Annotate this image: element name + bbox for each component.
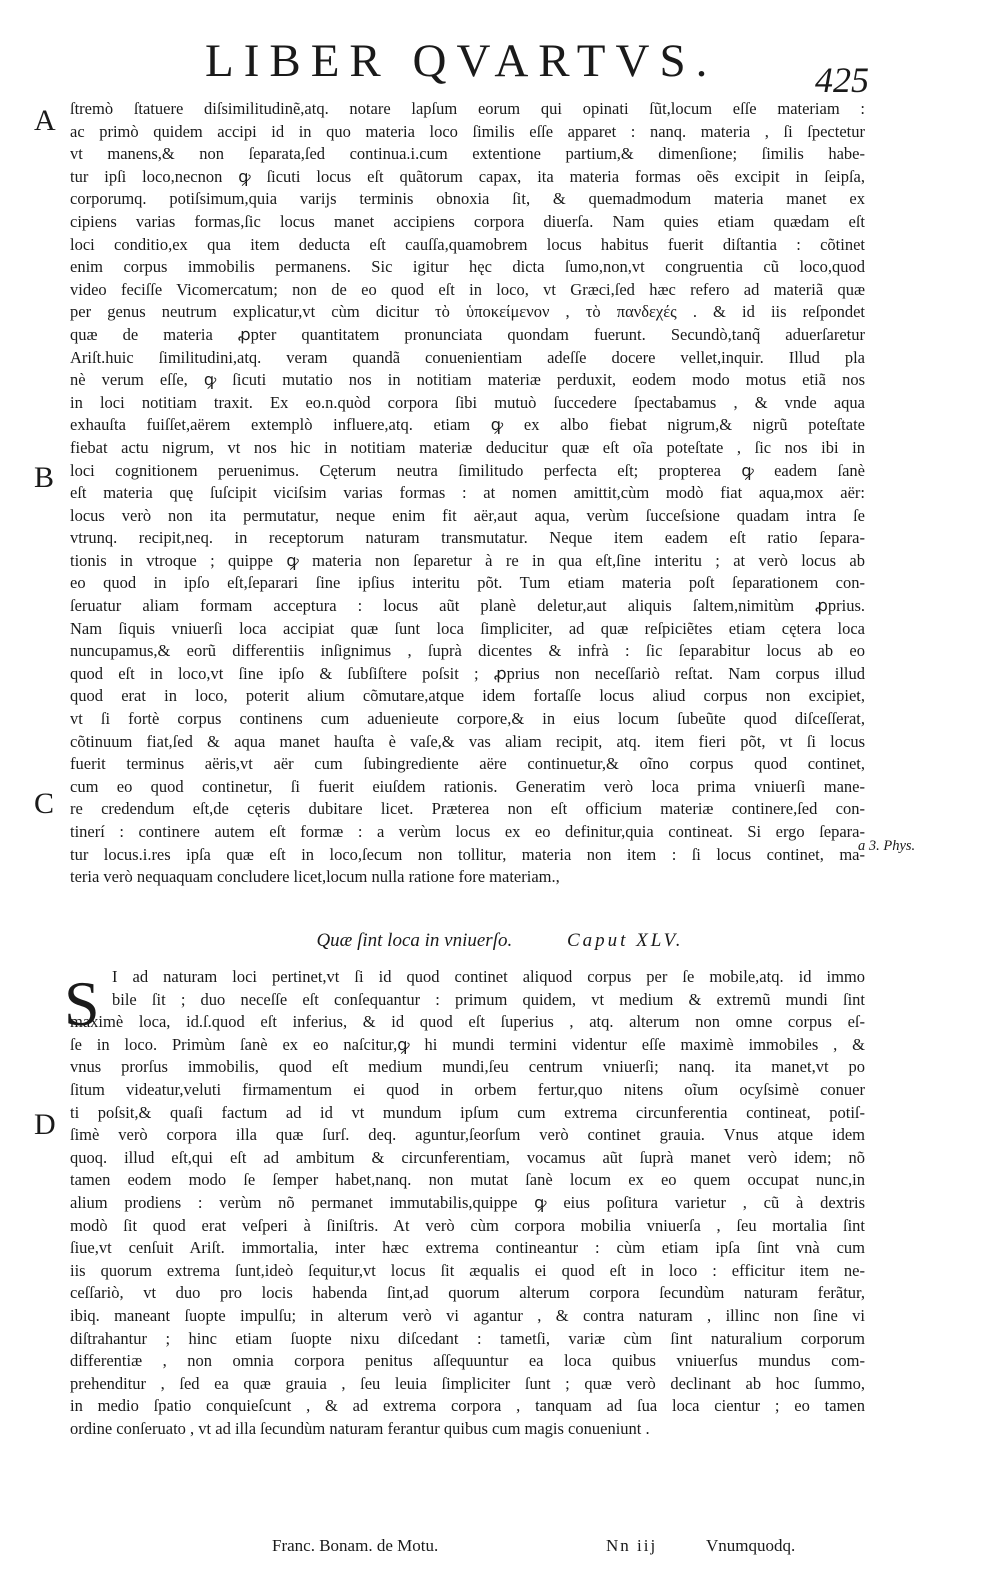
running-title: LIBER QVARTVS. [205, 35, 718, 87]
text-line: eſt materia quę ſuſcipit viciſsim varias formas : at nomen amittit,cùm modò fiat aqua,mox aër: [70, 483, 865, 503]
text-line: ac primò quidem accipi id in quo materia loco ſimilis eſſe apparet : nanq. materia , ſi ſpectetur [70, 121, 865, 141]
text-line: fiebat actu nigrum, vt nos hic in notitiam materiæ deducitur quæ eſt oĩa poteſtate , ſic nos ibi in [70, 437, 865, 457]
side-note: a 3. Phys. [858, 838, 916, 854]
text-line: eo quod in ipſo eſt,ſeparari ſine ipſius interitu põt. Tum etiam materia poſt ſeparationem con- [70, 573, 865, 593]
text-line: fuerit terminus aëris,vt aër cum ſubingrediente aëre continuetur,& oĩno corpus quod continet, [70, 754, 865, 774]
text-line: quoq. illud eſt,qui eſt ad ambitum & circunferentiam, vocamus aũt ſuprà manet verò idem; nõ [70, 1147, 865, 1167]
text-line: ſimè verò corpora illa quæ ſurſ. deq. aguntur,ſeorſum verò continet grauia. Vnus atque idem [70, 1125, 865, 1145]
text-line: cum eo quod continetur, ſi fuerit eiuſdem rationis. Generatim verò loca prima vniuerſi mane- [70, 776, 865, 796]
text-line: vnus prorſus immobilis, quod eſt medium mundi,ſeu centrum vniuerſi; nanq. ita manet,vt po [70, 1057, 865, 1077]
text-line: tamen eodem modo ſe ſemper habet,nanq. non mutat ſanè locum ex eo quem occupat nunc,in [70, 1170, 865, 1190]
text-line: ſtremò ſtatuere diſsimilitudinẽ,atq. notare lapſum eorum qui opinati ſũt,locum eſſe materiam : [70, 99, 865, 118]
text-line: quod erat in loco, poterit alium cõmutare,atque idem fortaſſe locus aliud corpus non excipiet, [70, 686, 865, 706]
text-line: Ariſt.huic ſimilitudini,atq. veram quandã conuenientiam adeſſe docere vellet,inquir. Illud pla [70, 347, 865, 367]
margin-letter-b: B [34, 461, 55, 494]
text-line: loci cognitionem peruenimus. Cęterum neutra ſimilitudo perfecta eſt; propterea ꝙ eadem ſanè [70, 460, 865, 480]
page-number: 425 [815, 60, 869, 100]
chapter-title: Quæ ſint loca in vniuerſo. [316, 930, 513, 951]
text-line: vt ſi fortè corpus continens cum aduenieute corpore,& in eius locum ſubeũte quod diſceſſerat, [70, 709, 865, 729]
text-line: exhauſta fuiſſet,aërem extemplò influere,atq. etiam ꝙ ex albo fiebat nigrum,& nigrũ poteſtate [70, 415, 865, 435]
text-line: vtrunq. recipit,neq. in receptorum naturam transmutatur. Neque item eadem eſt ratio ſepara- [70, 528, 865, 548]
margin-letter-d: D [34, 1108, 56, 1141]
running-head [0, 28, 1000, 100]
text-line: enim corpus immobilis permanens. Sic igitur hęc dicta ſumo,non,vt congruentia cũ loco,quod [70, 257, 865, 277]
text-line: per genus neutrum explicatur,vt cùm dicitur τὸ ὑποκείμενον , τὸ πανδεχές . & id iis reſpondet [70, 302, 865, 322]
text-line: tinerí : continere autem eſt formæ : a verùm locus ex eo definitur,quia contineat. Si ergo ſepara- [70, 822, 865, 841]
footer-author: Franc. Bonam. de Motu. [272, 1536, 439, 1555]
text-line: ſiue,vt cenſuit Ariſt. immortalia, inter hæc extrema contineantur : cùm etiam ipſa ſint vnà cum [70, 1238, 865, 1258]
text-line: tur ipſi loco,necnon ꝙ ſicuti locus eſt quãtorum capax, ita materia formas oẽs excipit in ſeipſa, [70, 166, 865, 186]
text-line: iis quorum extrema ſunt,ideò ſequitur,vt locus ſit æqualis ei quod eſt in loco : efficitur item ne- [70, 1260, 865, 1280]
text-line: cipiens varias formas,ſic locus manet accipiens corpora diuerſa. Nam quies etiam quædam eſt [70, 211, 865, 231]
text-line: maximè loca, id.ſ.quod eſt inferius, & id quod eſt ſuperius , atq. alterum non omne corpus eſ- [70, 1012, 865, 1032]
text-line: tur locus.i.res ipſa quæ eſt in loco,ſecum non tollitur, materia non item : ſi locus continet, ma- [70, 844, 865, 864]
text-line: cõtinuum fiat,ſed & aqua manet hauſta è vaſe,& vas aliam recipit, atq. item fieri põt, vt ſi locus [70, 731, 865, 751]
text-line: quod eſt in loco,vt ſine ipſo & ſubſiſtere poſsit ; ꝓprius non neceſſariò reſtat. Nam corpus illud [70, 663, 865, 683]
text-line: ibiq. maneant ſuopte impulſu; in alterum verò vi agantur , & contra naturam , illinc non ſine vi [70, 1305, 865, 1325]
text-line: differentiæ , non omnia corpora penitus aſſequuntur ea loca quibus vniuerſus mundus com- [70, 1351, 865, 1371]
text-line: in loci notitiam traxit. Ex eo.n.quòd corpora ſibi mutuò ſuccedere ſpectabamus , & vnde aqua [70, 392, 865, 412]
text-line: locus verò non ita permutatur, neque enim fit aër,aut aqua, verùm ſucceſsione quadam intra ſe [70, 505, 865, 525]
text-line: Nam ſiquis vniuerſi loca accipiat quæ ſunt loca ſimpliciter, ad quæ reſpiciẽtes etiam cętera loca [70, 618, 865, 638]
chapter-number: Caput XLV. [566, 930, 684, 951]
text-line: loci conditio,ex qua item deducta eſt cauſſa,quamobrem locus habitus fuerit diſtantia : cõtinet [70, 234, 865, 254]
text-line: modò ſit quod erat veſperi à ſiniſtris. At verò cùm corpora mobilia vniuerſa , ſeu mortalia ſint [70, 1215, 865, 1235]
margin-letter-c: C [34, 787, 55, 820]
text-line: ordine conſeruato , vt ad illa ſecundùm naturam ferantur quibus cum magis conueniunt . [70, 1418, 650, 1438]
text-line: quæ de materia ꝓpter quantitatem pronunciata quondam fuerunt. Secundò,tanq̃ aduerſaretur [70, 324, 865, 344]
text-line: ſitum videatur,veluti firmamentum ei quod in orbem fertur,quo nitens oĩum ocyſsimè conuer [70, 1079, 865, 1099]
text-line: ſeruatur aliam formam acceptura : locus aũt planè deletur,aut aliquis ſaltem,nimitùm ꝓprius. [70, 596, 865, 616]
text-line: I ad naturam loci pertinet,vt ſi id quod continet aliquod corpus per ſe mobile,atq. id immo [112, 967, 865, 986]
text-line: nuncupamus,& eorũ differentiis inſignimus , ſuprà dicentes & infrà : ſic ſeparabitur locus ab eo [70, 641, 865, 661]
text-line: tionis in vtroque ; quippe ꝙ materia non ſeparetur à re in qua eſt,ſine interitu ; at verò locus ab [70, 550, 865, 570]
drop-cap-initial: S [64, 968, 100, 1039]
section-2-text [70, 966, 865, 1440]
text-line: vt manens,& non ſeparata,ſed continua.i.cum extentione partium,& dimenſione; ſimilis habe- [70, 144, 865, 164]
footer-signature: Nn iij [606, 1536, 658, 1555]
text-line: prehenditur , ſed ea quæ grauia , ſeu leuia ſimpliciter ſunt ; quæ verò declinant ab hoc ſummo, [70, 1373, 865, 1393]
section-1-text [70, 98, 865, 889]
chapter-heading [0, 930, 1000, 952]
text-line: ſe in loco. Primùm ſanè ex eo naſcitur,ꝙ hi mundi termini videntur eſſe maximè immobiles , & [70, 1034, 865, 1054]
text-line: nè verum eſſe, ꝙ ſicuti mutatio nos in notitiam materiæ perduxit, eodem modo motus etiã nos [70, 370, 865, 390]
margin-letter-a: A [34, 104, 56, 137]
text-line: ceſſariò, vt duo pro locis habenda ſint,ad quorum alterum corpora ſecundùm naturam ferãtur, [70, 1283, 865, 1303]
text-line: re credendum eſt,de cęteris dubitare licet. Præterea non eſt officium materiæ continere,ſed con- [70, 799, 865, 819]
text-line: alium prodiens : verùm nõ permanet immutabilis,quippe ꝙ eius poſitura varietur , cũ à dextris [70, 1192, 865, 1212]
footer-catchword: Vnumquodq. [706, 1536, 796, 1555]
text-line: corporumq. potiſsimum,quia varijs terminis obnoxia ſit, & quemadmodum materia manet ex [70, 189, 865, 209]
text-line: in medio ſpatio conquieſcunt , & ad extrema corpora , tanquam ad ſua loca cientur ; eo tamen [70, 1396, 865, 1416]
text-line: video feciſſe Vicomercatum; non de eo quod eſt in loco, vt Græci,ſed hæc refero ad materiã quæ [70, 279, 865, 299]
text-line: ti poſsit,& quaſi factum ad id vt mundum ipſum cum extrema circunferentia contineat, potiſ- [70, 1102, 865, 1122]
text-line: diſtrahantur ; hinc etiam ſuopte nixu diſcedant : tametſi, variæ cùm ſint naturalium corporum [70, 1328, 865, 1348]
text-line: bile ſit ; duo neceſſe eſt conſequantur : primum quidem, vt medium & extremũ mundi ſint [112, 989, 865, 1009]
text-line: teria verò nequaquam concludere licet,locum nulla ratione fore materiam., [70, 867, 560, 887]
page-footer [0, 1536, 1000, 1566]
